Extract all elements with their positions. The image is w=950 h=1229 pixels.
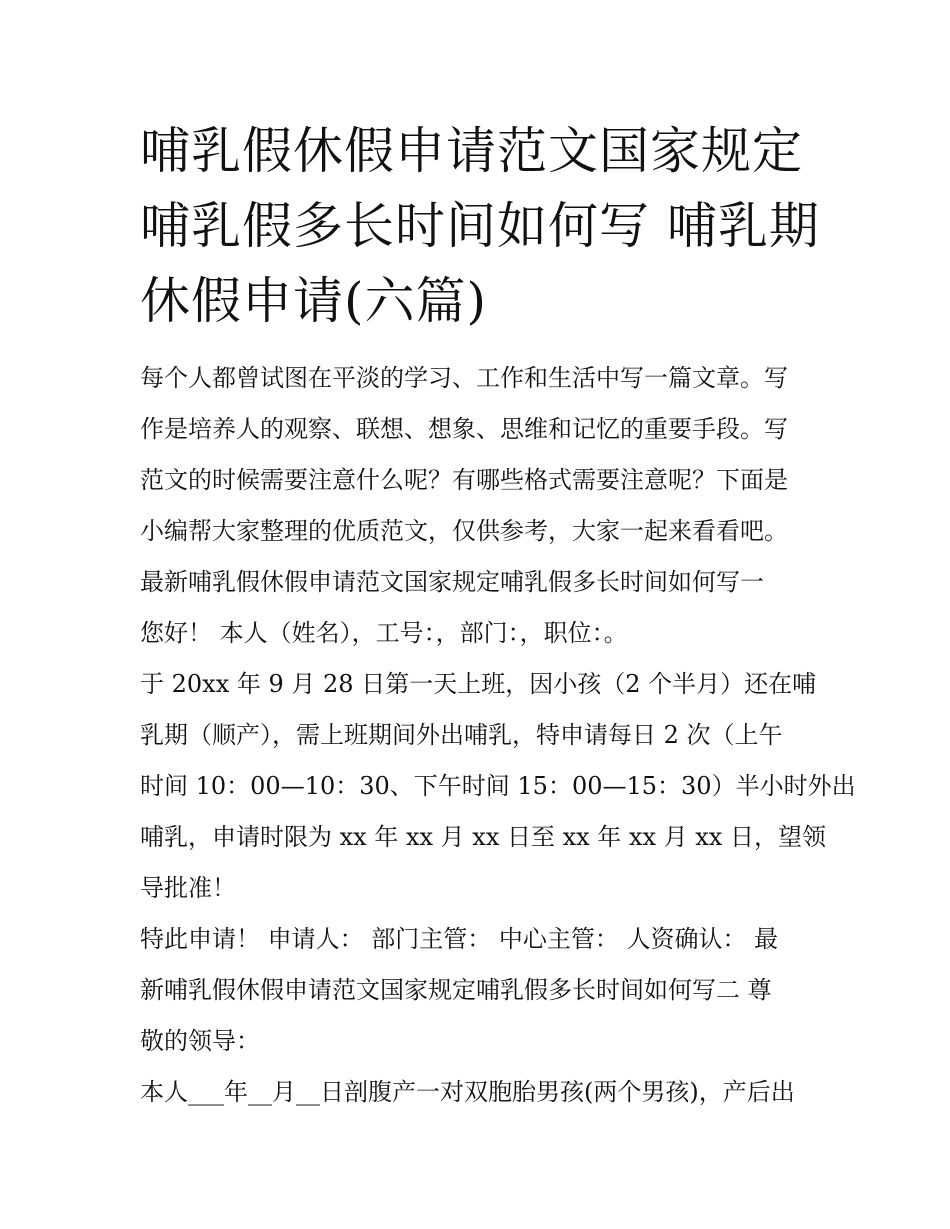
body-line: 导批准！: [140, 874, 236, 902]
body-line: 哺乳，申请时限为 xx 年 xx 月 xx 日至 xx 年 xx 月 xx 日，望领: [140, 823, 826, 851]
document-body: [140, 353, 856, 1118]
body-line: 本人___年__月__日剖腹产一对双胞胎男孩(两个男孩)，产后出: [140, 1078, 795, 1106]
body-line: 小编帮大家整理的优质范文，仅供参考，大家一起来看看吧。: [140, 517, 788, 545]
title-line: 哺乳假休假申请范文国家规定: [140, 122, 803, 180]
document-title: [140, 114, 820, 339]
body-line: 新哺乳假休假申请范文国家规定哺乳假多长时间如何写二 尊: [140, 976, 772, 1004]
body-line: 于 20xx 年 9 月 28 日第一天上班，因小孩（2 个半月）还在哺: [140, 670, 817, 698]
body-line: 时间 10：00—10：30、下午时间 15：00—15：30）半小时外出: [140, 772, 856, 800]
body-line: 作是培养人的观察、联想、想象、思维和记忆的重要手段。写: [140, 415, 788, 443]
title-line: 哺乳假多长时间如何写 哺乳期: [140, 197, 820, 255]
body-line: 每个人都曾试图在平淡的学习、工作和生活中写一篇文章。写: [140, 364, 788, 392]
body-line: 最新哺乳假休假申请范文国家规定哺乳假多长时间如何写一: [140, 568, 764, 596]
body-line: 敬的领导：: [140, 1027, 260, 1055]
title-line: 休假申请(六篇): [140, 272, 488, 330]
body-line: 您好！ 本人（姓名），工号：，部门：，职位：。: [140, 619, 628, 647]
body-line: 特此申请！ 申请人： 部门主管： 中心主管： 人资确认： 最: [140, 925, 779, 953]
body-line: 范文的时候需要注意什么呢？有哪些格式需要注意呢？下面是: [140, 466, 788, 494]
body-line: 乳期（顺产），需上班期间外出哺乳，特申请每日 2 次（上午: [140, 721, 783, 749]
